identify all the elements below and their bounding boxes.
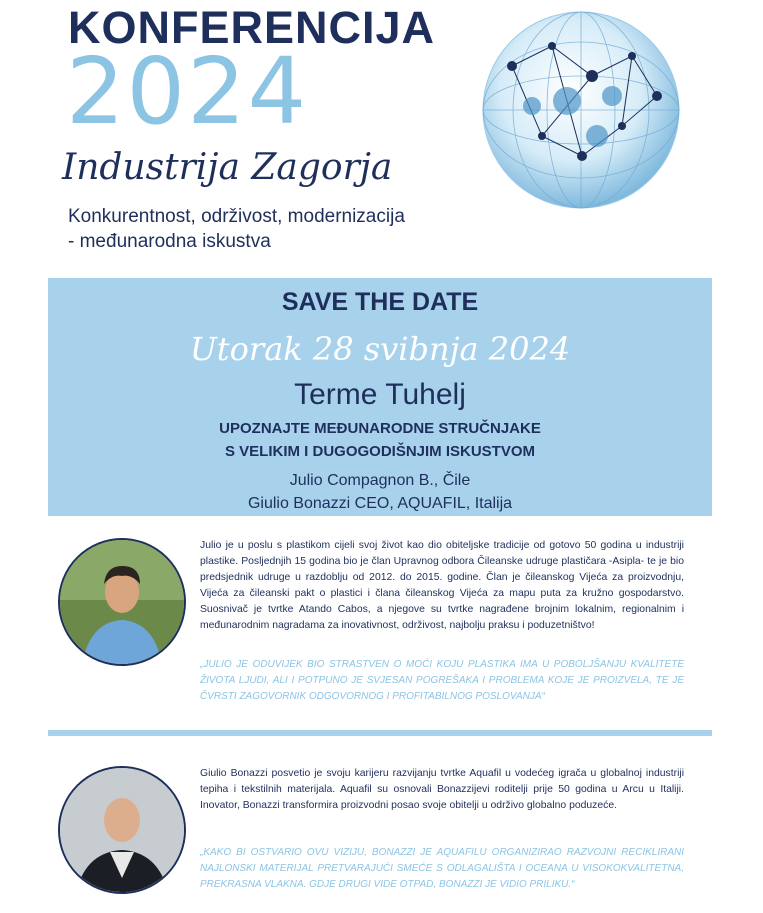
speaker-2-name: Giulio Bonazzi CEO, AQUAFIL, Italija: [247, 495, 513, 512]
event-venue: Terme Tuhelj: [294, 378, 466, 411]
conference-year: 2024: [66, 38, 309, 145]
conference-title: KONFERENCIJA: [68, 2, 436, 53]
conference-tagline: [68, 204, 488, 254]
section-divider: [48, 730, 712, 736]
speaker-1-name: Julio Compagnon B., Čile: [289, 472, 471, 489]
tagline-line-1: Konkurentnost, održivost, modernizacija: [68, 206, 405, 227]
speaker-1-photo: [58, 538, 186, 666]
meet-line-1: UPOZNAJTE MEĐUNARODNE STRUČNJAKE: [219, 420, 541, 437]
save-the-date-heading: SAVE THE DATE: [281, 288, 479, 316]
meet-line-2: S VELIKIM I DUGOGODIŠNJIM ISKUSTVOM: [224, 443, 536, 460]
meet-experts-heading: [48, 417, 712, 463]
speaker-1-quote: „JULIO JE ODUVIJEK BIO STRASTVEN O MOĆI KOJU PLASTIKA IMA U POBOLJŠANJU KVALITETE ŽIVOTA LJUDI, ALI I POTPUNO JE SVJESAN POGREŠAKA I PROBLEMA KOJE JE PROIZVELA, TE JE ČVRSTI ZAGOVORNIK ODGOVORNOG I PROFITABILNOG POSLOVANJA“: [200, 659, 684, 702]
conference-subtitle: Industrija Zagorja: [62, 147, 393, 188]
globe-network-illustration: [472, 6, 690, 216]
speaker-2-quote: „KAKO BI OSTVARIO OVU VIZIJU, BONAZZI JE AQUAFILU ORGANIZIRAO RAZVOJNI RECIKLIRANI NAJLONSKI MATERIJAL PRETVARAJUĆI SMEĆE S ODLAGALIŠTA I OCEANA U VISOKOKVALITETNA, PREKRASNA VLAKNA. GDJE DRUGI VIDE OTPAD, BONAZZI JE VIDIO PRILIKU.“: [200, 847, 684, 890]
speaker-1-bio: Julio je u poslu s plastikom cijeli svoj život kao dio obiteljske tradicije od gotovo 50 godina u industriji plastike. Posljednjih 15 godina bio je član Upravnog odbora Čileanske udruge plastičara -Asipla- te je bio predsjednik udruge u razdoblju od 2012. do 2015. godine. Član je čileanskog Vijeća za proizvodnju, Vijeća za čileanski pakt o plastici i člana čileanskog Vijeća za mapu puta za kružno gospodarstvo. Suosnivač je tvrtke Atando Cabos, a njegove su tvrtke nagrađene brojnim lokalnim, regionalnim i međunarodnim nagradama za inovativnost, održivost, najbolju praksu i poduzetništvo!: [200, 540, 684, 631]
speaker-2-photo: [58, 766, 186, 894]
speaker-2-bio: Giulio Bonazzi posvetio je svoju karijeru razvijanju tvrtke Aquafil u vodećeg igrača u globalnoj industriji tepiha i tekstilnih materijala. Aquafil su osnovali Bonazzijevi roditelji prije 50 godina u Arcu u Italiji. Inovator, Bonazzi transformira proizvodni posao svoje obitelji u održivo globalno poduzeće.: [200, 768, 684, 811]
event-date: Utorak 28 svibnja 2024: [189, 330, 571, 368]
tagline-line-2: - međunarodna iskustva: [68, 231, 271, 252]
speaker-list: [48, 469, 712, 515]
